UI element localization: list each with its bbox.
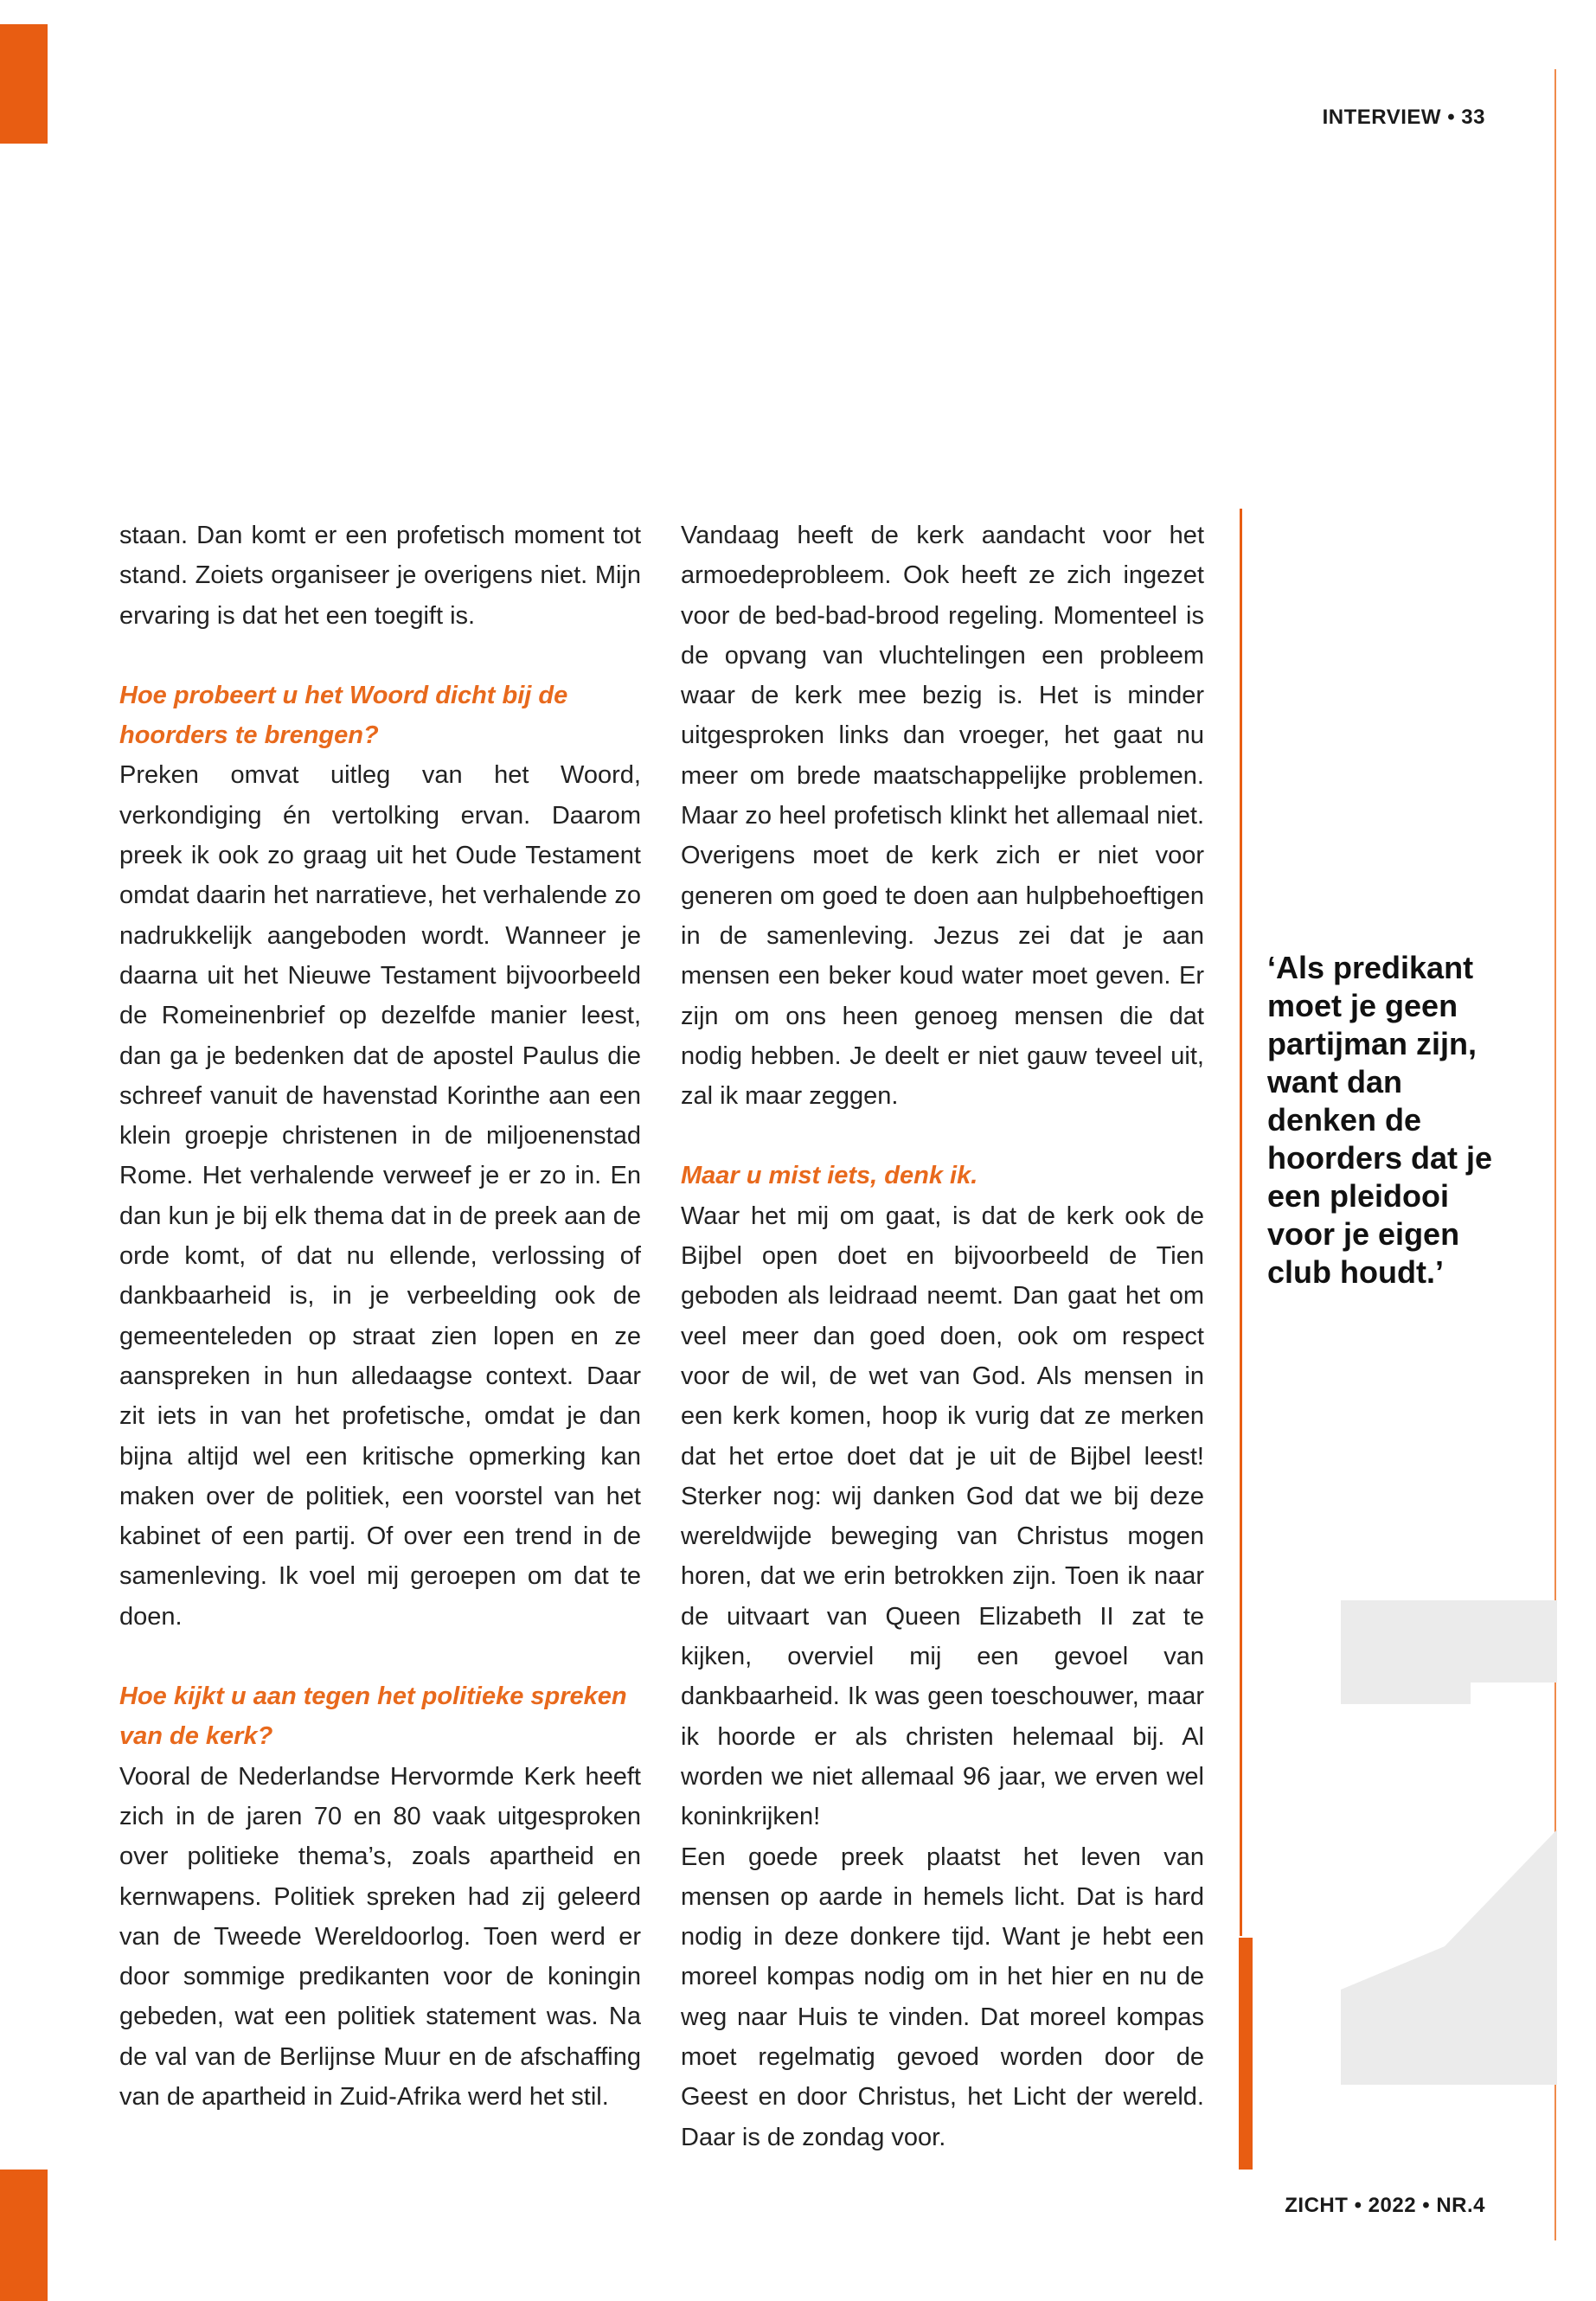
header-separator: •	[1447, 106, 1456, 129]
magazine-name: ZICHT	[1285, 2194, 1349, 2217]
z-watermark-diagonal	[1341, 1830, 1557, 2085]
section-label: INTERVIEW	[1322, 106, 1442, 129]
z-watermark	[1341, 1600, 1557, 2085]
interview-question: Hoe kijkt u aan tegen het politieke spreken van de kerk?	[119, 1682, 627, 1751]
footer-separator: •	[1422, 2194, 1431, 2217]
article-column-right	[681, 516, 1204, 2157]
paragraph: staan. Dan komt er een profetisch moment tot stand. Zoiets organiseer je overigens niet. Mijn ervaring is dat het een toegift is.	[119, 522, 641, 630]
year: 2022	[1368, 2194, 1417, 2217]
top-accent-bar	[0, 24, 48, 144]
article-column-left	[119, 516, 641, 2117]
z-watermark-shape	[1341, 1600, 1557, 1704]
pullquote-rule-bottom	[1239, 1938, 1253, 2170]
page-footer	[1285, 2194, 1485, 2218]
paragraph: Een goede preek plaatst het leven van mensen op aarde in hemels licht. Dat is hard nodig in deze donkere tijd. Want je hebt een moreel kompas nodig om in het hier en nu de weg naar Huis te vinden. Dat moreel kompas moet regelmatig gevoed worden door de Geest en door Christus, het Licht der wereld. Daar is de zondag voor.	[681, 1843, 1204, 2151]
interview-question: Hoe probeert u het Woord dicht bij de hoorders te brengen?	[119, 681, 568, 750]
footer-separator: •	[1354, 2194, 1362, 2217]
bottom-accent-bar	[0, 2170, 48, 2301]
pull-quote: ‘Als predikant moet je geen partijman zijn, want dan denken de hoorders dat je een pleidooi voor je eigen club houdt.’	[1267, 950, 1493, 1290]
pullquote-rule-top	[1240, 509, 1242, 1936]
paragraph: Preken omvat uitleg van het Woord, verkondiging én vertolking ervan. Daarom preek ik ook zo graag uit het Oude Testament omdat daarin het narratieve, het verhalende zo nadrukkelijk aangeboden wordt. Wanneer je daarna uit het Nieuwe Testament bijvoorbeeld de Romeinenbrief op dezelfde manier leest, dan ga je bedenken dat de apostel Paulus die schreef vanuit de havenstad Korinthe aan een klein groepje christenen in de miljoenenstad Rome. Het verhalende verweef je er zo in. En dan kun je bij elk thema dat in de preek aan de orde komt, of dat nu ellende, verlossing of dankbaarheid is, in je verbeelding ook de gemeenteleden op straat zien lopen en ze aanspreken in hun alledaagse context. Daar zit iets in van het profetische, omdat je dan bijna altijd wel een kritische opmerking kan maken over de politiek, een voorstel van het kabinet of een partij. Of over een trend in de samenleving. Ik voel mij geroepen om dat te doen.	[119, 761, 641, 1631]
interview-question: Maar u mist iets, denk ik.	[681, 1162, 978, 1190]
paragraph: Vooral de Nederlandse Hervormde Kerk heeft zich in de jaren 70 en 80 vaak uitgesproken over politieke thema’s, zoals apartheid en kernwapens. Politiek spreken had zij geleerd van de Tweede Wereldoorlog. Toen werd er door sommige predikanten voor de koningin gebeden, wat een politiek statement was. Na de val van de Berlijnse Muur en de afschaffing van de apartheid in Zuid-Afrika werd het stil.	[119, 1762, 641, 2111]
issue-number: NR.4	[1436, 2194, 1485, 2217]
page-header	[1323, 106, 1485, 130]
paragraph: Waar het mij om gaat, is dat de kerk ook de Bijbel open doet en bijvoorbeeld de Tien geboden als leidraad neemt. Dan gaat het om veel meer dan goed doen, ook om respect voor de wil, de wet van God. Als mensen in een kerk komen, hoop ik vurig dat ze merken dat het ertoe doet dat je uit de Bijbel leest! Sterker nog: wij danken God dat we bij deze wereldwijde beweging van Christus mogen horen, dat we erin betrokken zijn. Toen ik naar de uitvaart van Queen Elizabeth II zat te kijken, overviel mij een gevoel van dankbaarheid. Ik was geen toeschouwer, maar ik hoorde er als christen helemaal bij. Al worden we niet allemaal 96 jaar, we erven wel koninkrijken!	[681, 1202, 1204, 1831]
page-number: 33	[1461, 106, 1485, 129]
paragraph: Vandaag heeft de kerk aandacht voor het armoedeprobleem. Ook heeft ze zich ingezet voor de bed-bad-brood regeling. Momenteel is de opvang van vluchtelingen een probleem waar de kerk mee bezig is. Het is minder uitgesproken links dan vroeger, het gaat nu meer om brede maatschappelijke problemen. Maar zo heel profetisch klinkt het allemaal niet. Overigens moet de kerk zich er niet voor generen om goed te doen aan hulpbehoeftigen in de samenleving. Jezus zei dat je aan mensen een beker koud water moet geven. Er zijn om ons heen genoeg mensen die dat nodig hebben. Je deelt er niet gauw teveel uit, zal ik maar zeggen.	[681, 522, 1204, 1111]
